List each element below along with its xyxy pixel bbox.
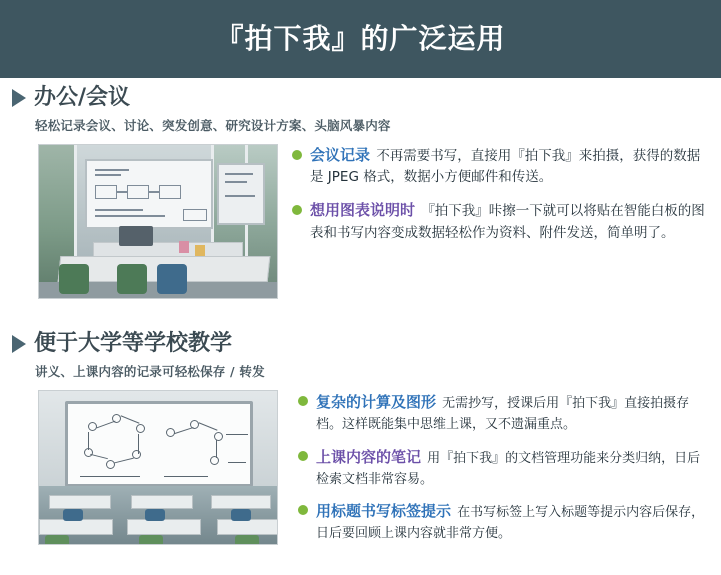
section-title: 便于大学等学校教学: [34, 331, 233, 356]
section-title: 办公/会议: [34, 85, 131, 110]
bullet-list: [278, 390, 721, 554]
list-item: [292, 199, 713, 243]
section-content-row: [0, 144, 721, 299]
bullet-heading: 复杂的计算及图形: [316, 393, 437, 412]
section-heading: [0, 86, 721, 110]
photo-classroom: [38, 390, 278, 545]
bullet-text: [310, 199, 713, 243]
bullet-body: 在书写标签上写入标题等提示内容后保存，日后要回顾上课内容就非常方便。: [316, 505, 705, 542]
bullet-heading: 上课内容的笔记: [316, 447, 422, 466]
section-content-row: [0, 390, 721, 554]
bullet-text: [316, 499, 713, 545]
bullet-dot-icon: [292, 150, 302, 160]
photo-meeting-room: [38, 144, 278, 299]
bullet-body: 不再需要书写，直接用『拍下我』来拍摄，获得的数据是 JPEG 格式，数据小方便邮件和传送。: [310, 148, 701, 186]
section-heading: [0, 332, 721, 356]
bullet-dot-icon: [298, 505, 308, 515]
section-subtitle: 轻松记录会议、讨论、突发创意、研究设计方案、头脑风暴内容: [35, 118, 391, 134]
bullet-text: [316, 445, 713, 491]
bullet-heading: 用标题书写标签提示: [316, 502, 452, 521]
bullet-dot-icon: [298, 396, 308, 406]
bullet-dot-icon: [292, 205, 302, 215]
bullet-heading: 会议记录: [310, 146, 371, 165]
bullet-text: [316, 390, 713, 436]
triangle-bullet-icon: [12, 89, 26, 107]
section-office-meeting: [0, 86, 721, 299]
bullet-body: 无需抄写，授课后用『拍下我』直接拍摄存档。这样既能集中思维上课，又不遗漏重点。: [316, 396, 690, 432]
list-item: [298, 445, 713, 491]
bullet-body: 用『拍下我』的文档管理功能来分类归纳，日后检索文档非常容易。: [316, 450, 701, 487]
list-item: [292, 144, 713, 188]
bullet-list: [278, 144, 721, 299]
whiteboard-graphic: [85, 159, 213, 229]
header-banner: [0, 0, 721, 78]
triangle-bullet-icon: [12, 335, 26, 353]
bullet-heading: 想用图表说明时: [310, 201, 416, 220]
section-subtitle: 讲义、上课内容的记录可轻松保存 / 转发: [35, 364, 265, 380]
page-title: 『拍下我』的广泛运用: [215, 21, 506, 55]
section-university-teaching: [0, 332, 721, 554]
bullet-dot-icon: [298, 451, 308, 461]
bullet-body: 『拍下我』咔擦一下就可以将贴在智能白板的图表和书写内容变成数据轻松作为资料、附件发送，简单明了。: [310, 203, 705, 241]
list-item: [298, 499, 713, 545]
bullet-text: [310, 144, 713, 188]
whiteboard-graphic: [65, 401, 253, 487]
list-item: [298, 390, 713, 436]
